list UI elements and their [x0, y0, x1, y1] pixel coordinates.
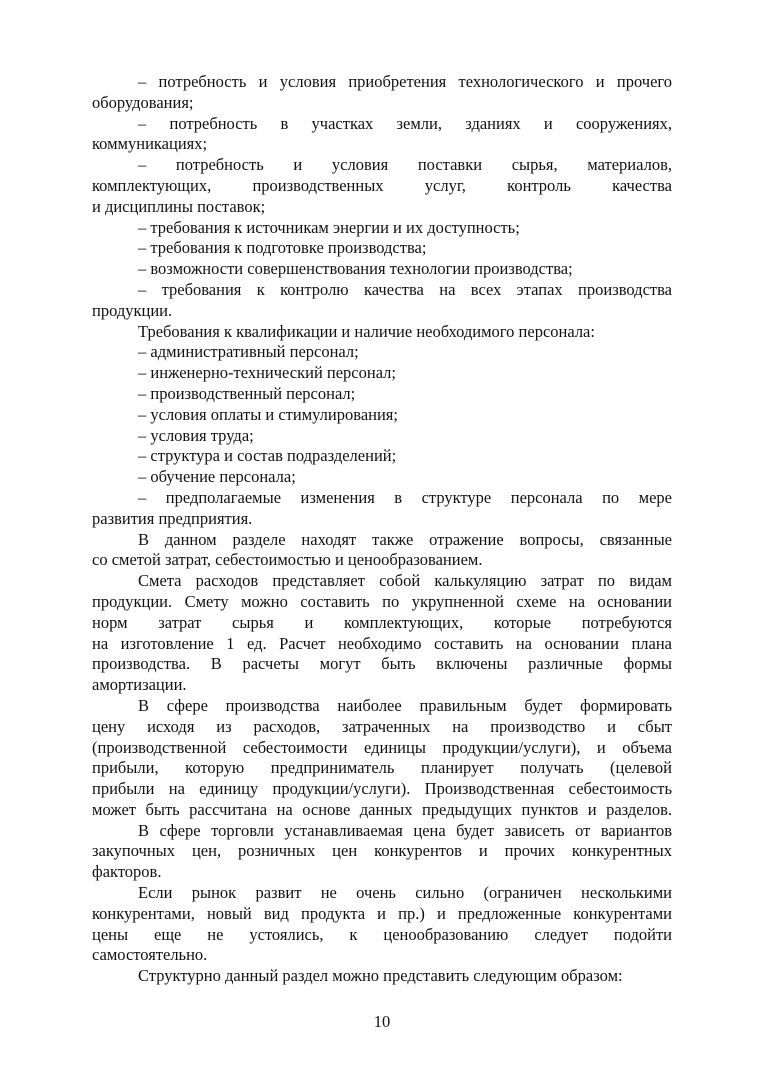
text-line: – требования к контролю качества на всех этапах производства [138, 279, 672, 299]
text-line: норм затрат сырья и комплектующих, которые потребуются [92, 612, 672, 632]
text-line: факторов. [92, 862, 162, 882]
text-line: – инженерно-технический персонал; [138, 363, 396, 383]
text-line: В данном разделе находят также отражение вопросы, связанные [138, 529, 672, 549]
text-line: – потребность и условия приобретения технологического и прочего [138, 72, 672, 91]
text-line: закупочных цен, розничных цен конкурентов и прочих конкурентных [92, 841, 672, 861]
text-line: (производственной себестоимости единицы продукции/услуги), и объема [92, 737, 672, 757]
text-line: на изготовление 1 ед. Расчет необходимо составить на основании плана [92, 633, 672, 653]
text-line: Если рынок развит не очень сильно (ограничен несколькими [138, 883, 672, 903]
text-line: – возможности совершенствования технологии производства; [138, 259, 573, 279]
text-line: продукции. [92, 300, 173, 320]
text-line: производства. В расчеты могут быть включены различные формы [92, 654, 672, 674]
text-line: – требования к источникам энергии и их доступность; [138, 217, 520, 237]
text-line: – структура и состав подразделений; [138, 446, 397, 466]
page-number: 10 [373, 1012, 391, 1031]
text-line: Смета расходов представляет собой калькуляцию затрат по видам [138, 571, 672, 591]
text-line: и дисциплины поставок; [92, 196, 266, 216]
text-line: В сфере производства наиболее правильным будет формировать [138, 695, 672, 715]
text-line: конкурентами, новый вид продукта и пр.) и предложенные конкурентами [92, 903, 672, 923]
text-line: оборудования; [92, 92, 194, 112]
text-line: коммуникациях; [92, 134, 208, 154]
text-line: В сфере торговли устанавливаемая цена будет зависеть от вариантов [138, 820, 672, 840]
text-line: амортизации. [92, 675, 187, 695]
text-line: – административный персонал; [138, 342, 359, 362]
text-line: – потребность и условия поставки сырья, материалов, [138, 155, 672, 175]
text-line: развития предприятия. [92, 508, 253, 528]
text-line: – условия труда; [138, 425, 254, 445]
text-line: Структурно данный раздел можно представить следующим образом: [138, 966, 623, 986]
text-line: прибыли на единицу продукции/услуги). Производственная себестоимость [92, 779, 672, 799]
text-line: продукции. Смету можно составить по укрупненной схеме на основании [92, 591, 672, 611]
text-line: – условия оплаты и стимулирования; [138, 404, 398, 424]
text-line: Требования к квалификации и наличие необходимого персонала: [138, 321, 595, 341]
text-line: самостоятельно. [92, 945, 208, 965]
text-line: цену исходя из расходов, затраченных на производство и сбыт [92, 716, 672, 736]
text-line: – требования к подготовке производства; [138, 238, 427, 258]
text-line: со сметой затрат, себестоимостью и ценообразованием. [92, 550, 483, 570]
text-line: может быть рассчитана на основе данных предыдущих пунктов и разделов. [92, 799, 672, 819]
document-page [92, 72, 672, 987]
text-line: – предполагаемые изменения в структуре персонала по мере [138, 487, 672, 507]
text-line: – обучение персонала; [138, 467, 296, 487]
text-line: цены еще не устоялись, к ценообразованию следует подойти [92, 924, 672, 944]
text-line: прибыли, которую предприниматель планирует получать (целевой [92, 758, 672, 778]
text-line: – производственный персонал; [138, 383, 356, 403]
text-line: комплектующих, производственных услуг, контроль качества [92, 175, 672, 195]
text-line: – потребность в участках земли, зданиях и сооружениях, [138, 113, 672, 133]
